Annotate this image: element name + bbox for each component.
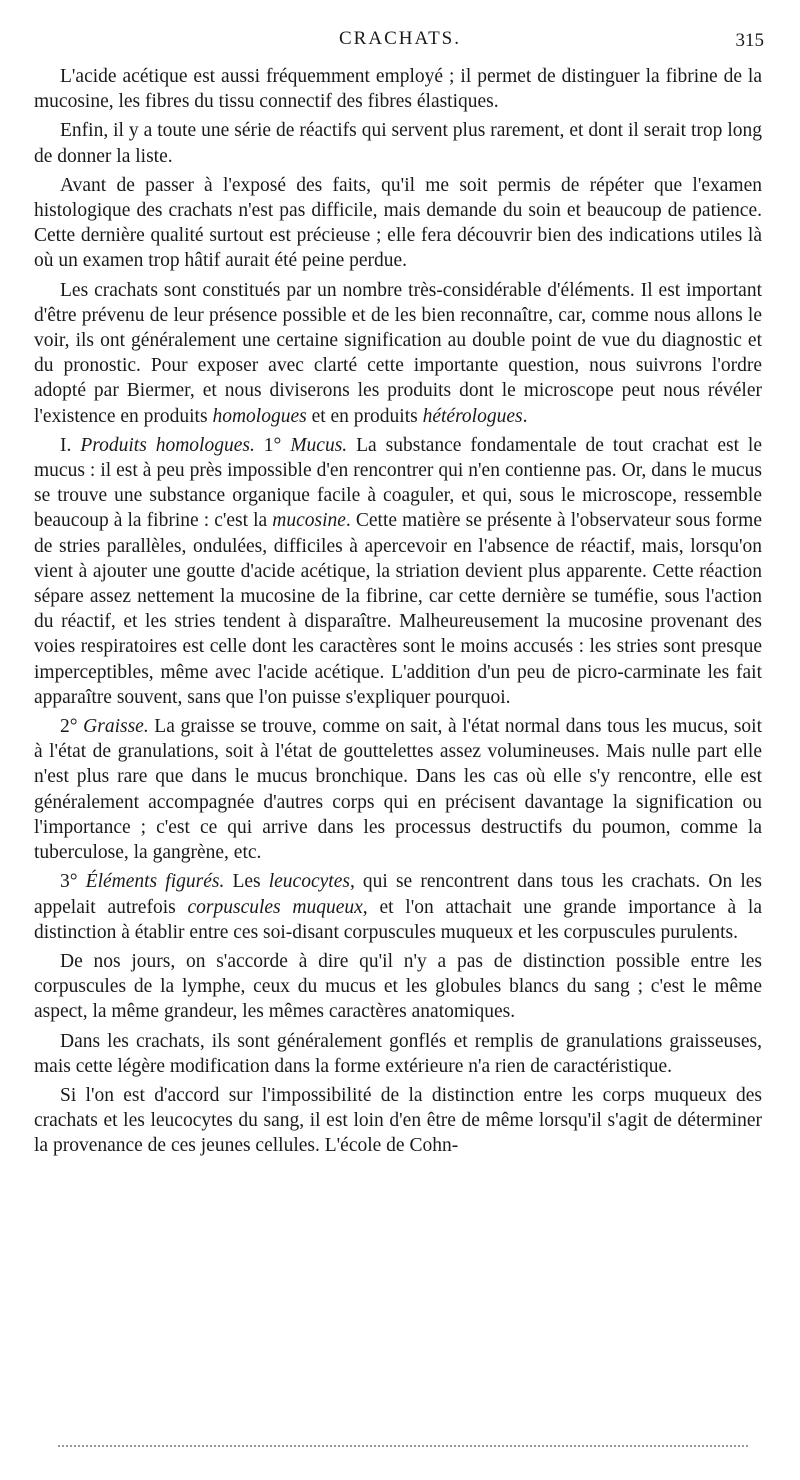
text-run: Les crachats sont constitués par un nombre très-considérable d'éléments. Il est important d'être prévenu de leur présence possible et de les bien reconnaître, car, comme nous allons le voir, ils ont généralement une certaine signification au double point de vue du diagnostic et du pronostic. Pour exposer avec clarté cette importante question, nous suivrons l'ordre adopté par Biermer, et nous diviserons les produits dont le microscope peut nous révéler l'existence en produits (34, 279, 762, 427)
italic-text: Graisse. (83, 716, 149, 738)
text-run: Dans les crachats, ils sont généralement gonflés et remplis de granulations graisseuses, mais cette légère modification dans la forme extérieure n'a rien de caractéristique. (34, 1030, 762, 1077)
paragraph (34, 949, 762, 1025)
body-text (34, 64, 762, 1163)
paragraph (34, 714, 762, 865)
text-run: Les (224, 871, 269, 893)
text-run: 3° (60, 871, 86, 893)
running-title: CRACHATS. (339, 28, 461, 49)
text-run: , qui se rencontrent dans tous les crachats. On les appelait autrefois (34, 871, 762, 918)
italic-text: corpuscules muqueux (187, 896, 363, 918)
text-run: 2° (60, 716, 84, 738)
italic-text: hétérologues (422, 405, 523, 427)
italic-text: mucosine (272, 510, 346, 532)
italic-text: leucocytes (268, 871, 350, 893)
footer-dotted-rule (58, 1445, 748, 1447)
paragraph (34, 433, 762, 710)
text-run: La substance fondamentale de tout crachat est le mucus : il est à peu près impossible d'en rencontrer qui n'en contienne pas. Or, dans le mucus se trouve une substance organique facile à coaguler, et qui, sous le microscope, ressemble beaucoup à la fibrine : c'est la (34, 434, 763, 532)
text-run: . Cette matière se présente à l'observateur sous forme de stries parallèles, ondulées, difficiles à apercevoir en l'absence de réactif, mais, lorsqu'on vient à ajouter une goutte d'acide acétique, la striation devient plus apparente. Cette réaction sépare assez nettement la mucosine de la fibrine, car cette dernière se tuméfie, sous l'action du réactif, et les stries tendent à disparaître. Malheureusement la mucosine provenant des voies respiratoires est celle dont les caractères sont le moins accusés : les stries sont presque imperceptibles, même avec l'acide acétique. L'addition d'un peu de picro-carminate les fait apparaître souvent, sans que l'on puisse s'expliquer pourquoi. (34, 510, 762, 708)
text-run: De nos jours, on s'accorde à dire qu'il n'y a pas de distinction possible entre les corpuscules de la lymphe, ceux du mucus et les globules blancs du sang ; c'est le même aspect, la même grandeur, les mêmes caractères anatomiques. (34, 950, 762, 1023)
text-run: Enfin, il y a toute une série de réactifs qui servent plus rarement, et dont il serait trop long de donner la liste. (34, 120, 762, 167)
italic-text: Éléments figurés. (85, 871, 225, 893)
text-run: Avant de passer à l'exposé des faits, qu'il me soit permis de répéter que l'examen histologique des crachats n'est pas difficile, mais demande du soin et beaucoup de patience. Cette dernière qualité surtout est précieuse ; elle fera découvrir bien des indications utiles là où un examen trop hâtif aurait été peine perdue. (34, 174, 762, 272)
running-head (0, 28, 800, 58)
italic-text: Mucus. (290, 434, 348, 456)
paragraph (34, 278, 762, 429)
paragraph (34, 1083, 762, 1159)
text-run: I. (60, 434, 81, 456)
text-run: 1° (254, 434, 291, 456)
paragraph (34, 869, 762, 945)
paragraph (34, 64, 762, 114)
text-run: L'acide acétique est aussi fréquemment employé ; il permet de distinguer la fibrine de la mucosine, les fibres du tissu connectif des fibres élastiques. (34, 66, 762, 113)
text-run: . (522, 405, 528, 427)
paragraph (34, 173, 762, 274)
text-run: La graisse se trouve, comme on sait, à l'état normal dans tous les mucus, soit à l'état de granulations, soit à l'état de gouttelettes assez volumineuses. Mais nulle part elle n'est plus rare que dans le mucus bronchique. Dans les cas où elle s'y rencontre, elle est généralement accompagnée d'autres corps qui en précisent davantage la signification ou l'importance ; c'est ce qui arrive dans les processus destructifs du poumon, comme la tuberculose, la gangrène, etc. (34, 716, 762, 864)
italic-text: homologues (212, 405, 307, 427)
paragraph (34, 118, 762, 168)
paragraph (34, 1029, 762, 1079)
page-number: 315 (735, 30, 764, 51)
italic-text: Produits homologues. (80, 434, 255, 456)
text-run: , et l'on attachait une grande importance à la distinction à établir entre ces soi-disant corpuscules muqueux et les corpuscules purulents. (34, 896, 762, 943)
text-run: Si l'on est d'accord sur l'impossibilité de la distinction entre les corps muqueux des crachats et les leucocytes du sang, il est loin d'en être de même lorsqu'il s'agit de déterminer la provenance de ces jeunes cellules. L'école de Cohn- (34, 1084, 762, 1157)
text-run: et en produits (306, 405, 423, 427)
